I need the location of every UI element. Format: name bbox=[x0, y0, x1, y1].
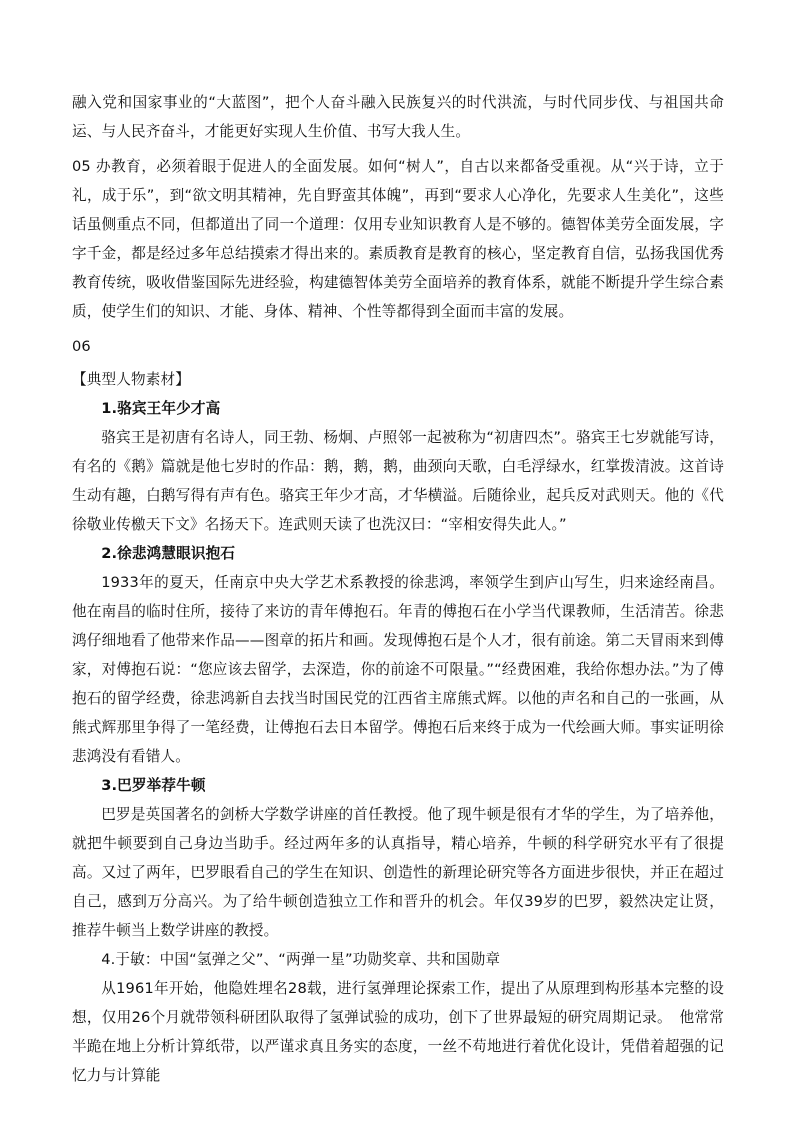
item-body-3: 巴罗是英国著名的剑桥大学数学讲座的首任教授。他了现牛顿是很有才华的学生，为了培养他，就把牛顿要到自己身边当助手。经过两年多的认真指导，精心培养，牛顿的科学研究水平有了很提高。又过了两年，巴罗眼看自己的学生在知识、创造性的新理论研究等各方面进步很快，并正在超过自己，感到万分高兴。为了给牛顿创造独立工作和晋升的机会。年仅39岁的巴罗，毅然决定让贤，推荐牛顿当上数学讲座的教授。 bbox=[72, 806, 724, 939]
item-body-1: 骆宾王是初唐有名诗人，同王勃、杨炯、卢照邻一起被称为“初唐四杰”。骆宾王七岁就能写诗，有名的《鹅》篇就是他七岁时的作品：鹅，鹅，鹅，曲颈向天歌，白毛浮绿水，红掌拨清波。这首诗生动有趣，白鹅写得有声有色。骆宾王年少才高，才华横溢。后随徐业，起兵反对武则天。他的《代徐敬业传檄天下文》名扬天下。连武则天读了也洗汉曰：“宰相安得失此人。” bbox=[72, 429, 724, 533]
intro-paragraph-05: 05 办教育，必须着眼于促进人的全面发展。如何“树人”，自古以来都备受重视。从“兴于诗，立于礼，成于乐”，到“欲文明其精神，先自野蛮其体魄”，再到“要求人心净化，先要求人生美化”，这些话虽侧重点不同，但都道出了同一个道理：仅用专业知识教育人是不够的。德智体美劳全面发展，字字千金，都是经过多年总结摸索才得出来的。素质教育是教育的核心，坚定教育自信，弘扬我国优秀教育传统，吸收借鉴国际先进经验，构建德智体美劳全面培养的教育体系，就能不断提升学生综合素质，使学生们的知识、才能、身体、精神、个性等都得到全面而丰富的发展。 bbox=[72, 158, 724, 320]
section-title: 【典型人物素材】 bbox=[72, 371, 190, 388]
item-body-2: 1933年的夏天，任南京中央大学艺术系教授的徐悲鸿，率领学生到庐山写生，归来途经南昌。他在南昌的临时住所，接待了来访的青年傅抱石。年青的傅抱石在小学当代课教师，生活清苦。徐悲鸿仔细地看了他带来作品——图章的拓片和画。发现傅抱石是个人才，很有前途。第二天冒雨来到傅家，对傅抱石说：“您应该去留学，去深造，你的前途不可限量。”“经费困难，我给你想办法。”为了傅抱石的留学经费，徐悲鸿新自去找当时国民党的江西省主席熊式辉。以他的声名和自己的一张画，从熊式辉那里争得了一笔经费，让傅抱石去日本留学。傅抱石后来终于成为一代绘画大师。事实证明徐悲鸿没有看错人。 bbox=[72, 574, 724, 765]
section-number-06: 06 bbox=[72, 338, 91, 355]
intro-paragraph-1: 融入党和国家事业的“大蓝图”，把个人奋斗融入民族复兴的时代洪流，与时代同步伐、与祖国共命运、与人民齐奋斗，才能更好实现人生价值、书写大我人生。 bbox=[72, 94, 724, 140]
item-title-1: 1.骆宾王年少才高 bbox=[101, 400, 221, 417]
item-title-3: 3.巴罗举荐牛顿 bbox=[101, 777, 206, 794]
item-title-4: 4.于敏：中国“氢弹之父”、“两弹一星”功勋奖章、共和国勋章 bbox=[101, 951, 501, 968]
item-body-4: 从1961年开始，他隐姓埋名28载，进行氢弹理论探索工作，提出了从原理到构形基本完整的设想，仅用26个月就带领科研团队取得了氢弹试验的成功，创下了世界最短的研究周期记录。 他常常半跪在地上分析计算纸带，以严谨求真且务实的态度，一丝不苟地进行着优化设计，凭借着超强的记忆力与计算能 bbox=[72, 980, 724, 1084]
document-page bbox=[72, 88, 724, 1090]
item-title-2: 2.徐悲鸿慧眼识抱石 bbox=[101, 545, 236, 562]
